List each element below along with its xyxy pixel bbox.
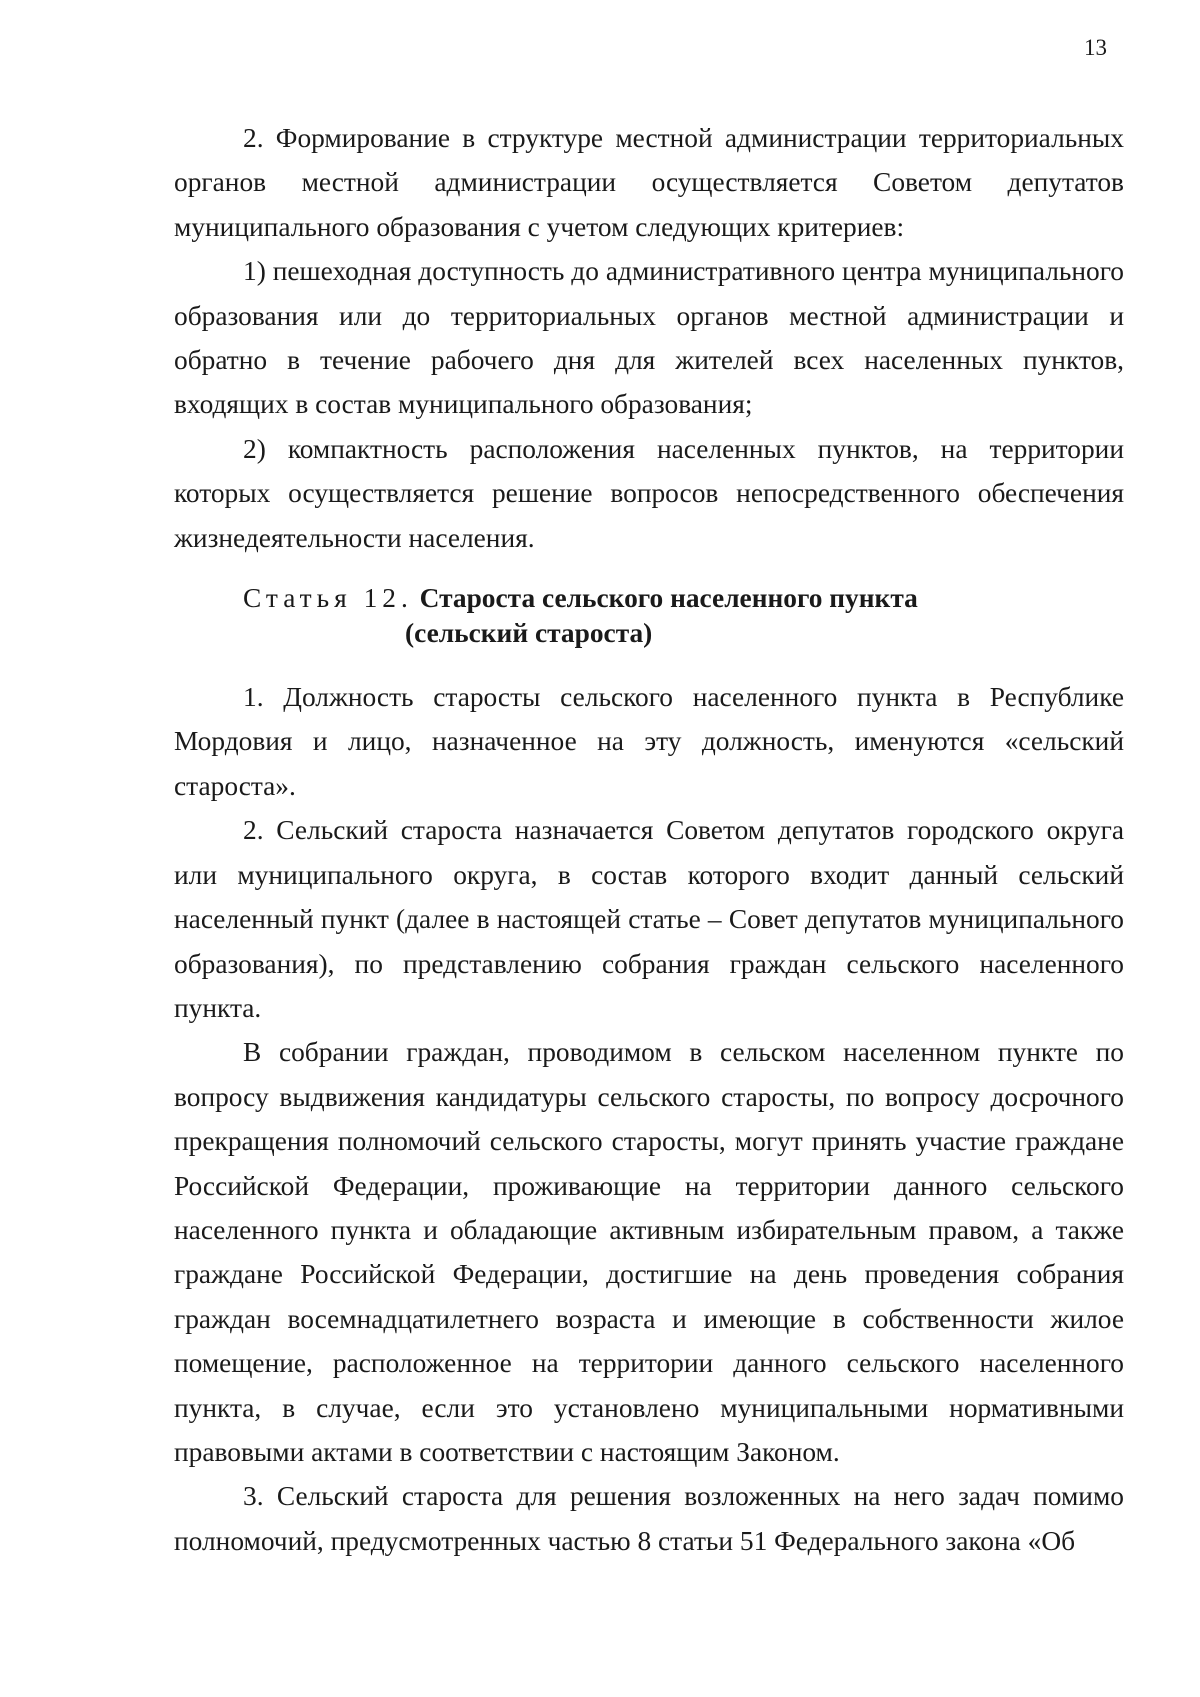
paragraph-article-part-2: 2. Сельский староста назначается Советом депутатов городского округа или муниципального округа, в состав которого входит данный сельский населенный пункт (далее в настоящей статье – Совет депутатов муниципального образования), по представлению собрания граждан сельского населенного пункта. <box>174 815 1124 1023</box>
paragraph-article-part-3: 3. Сельский староста для решения возложенных на него задач помимо полномочий, предусмотренных частью 8 статьи 51 Федерального закона «Об <box>174 1481 1124 1556</box>
article-prefix: Статья 12. <box>243 583 413 614</box>
document-body <box>174 116 1124 1563</box>
paragraph-criterion-1: 1) пешеходная доступность до административного центра муниципального образования или до территориальных органов местной администрации и обратно в течение рабочего дня для жителей всех населенных пунктов, входящих в состав муниципального образования; <box>174 256 1124 420</box>
article-subtitle: (сельский староста) <box>405 618 653 649</box>
page-number: 13 <box>1084 35 1107 60</box>
paragraph-article-part-1: 1. Должность старосты сельского населенного пункта в Республике Мордовия и лицо, назначенное на эту должность, именуются «сельский староста». <box>174 682 1124 801</box>
paragraph-criterion-2: 2) компактность расположения населенных пунктов, на территории которых осуществляется решение вопросов непосредственного обеспечения жизнедеятельности населения. <box>174 433 1124 553</box>
article-heading <box>174 581 1124 651</box>
article-title: Староста сельского населенного пункта <box>419 583 918 614</box>
paragraph-citizens-meeting: В собрании граждан, проводимом в сельском населенном пункте по вопросу выдвижения кандидатуры сельского старосты, по вопросу досрочного прекращения полномочий сельского старосты, могут принять участие граждане Российской Федерации, проживающие на территории данного сельского населенного пункта и обладающие активным избирательным правом, а также граждане Российской Федерации, достигшие на день проведения собрания граждан восемнадцатилетнего возраста и имеющие в собственности жилое помещение, расположенное на территории данного сельского населенного пункта, в случае, если это установлено муниципальными нормативными правовыми актами в соответствии с настоящим Законом. <box>174 1037 1124 1467</box>
paragraph-criteria-intro: 2. Формирование в структуре местной администрации территориальных органов местной администрации осуществляется Советом депутатов муниципального образования с учетом следующих критериев: <box>174 123 1124 242</box>
